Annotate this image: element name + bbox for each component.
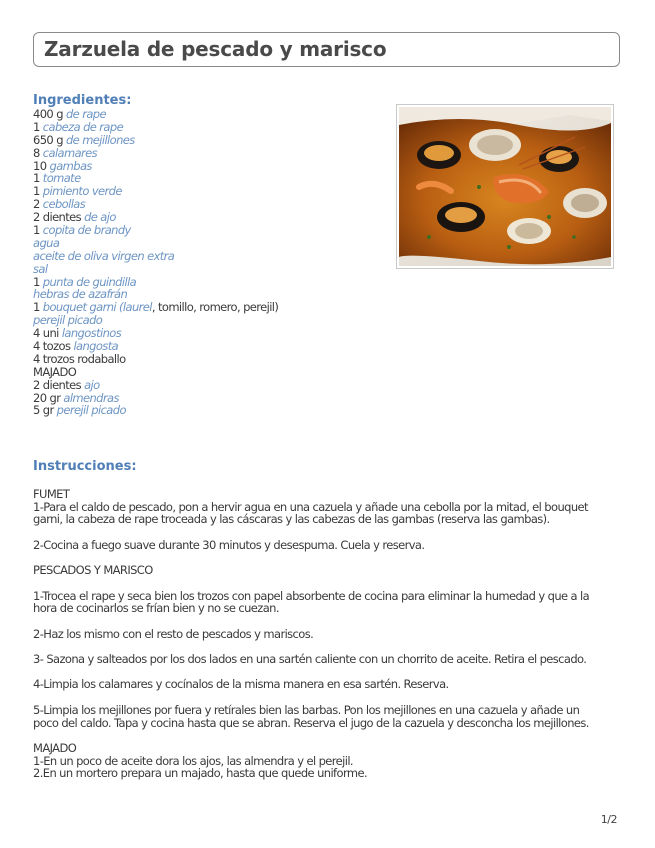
- ingredient-quantity: 4 uni: [33, 326, 62, 341]
- ingredient-link[interactable]: copita de brandy: [42, 223, 131, 238]
- instructions-body: [33, 488, 605, 780]
- ingredient-quantity: 20 gr: [33, 390, 64, 405]
- ingredient-link[interactable]: langostinos: [61, 326, 122, 341]
- ingredient-row: [33, 404, 278, 417]
- ingredient-quantity: 1: [33, 184, 43, 199]
- ingredient-link[interactable]: cabeza de rape: [42, 119, 124, 134]
- ingredient-link[interactable]: langosta: [73, 339, 119, 354]
- ingredient-quantity: 2 dientes: [33, 210, 85, 225]
- instruction-step: 2.En un mortero prepara un majado, hasta que quede uniforme.: [33, 766, 367, 781]
- ingredient-quantity: 1: [33, 223, 43, 238]
- ingredient-quantity: 1: [33, 171, 43, 186]
- ingredient-quantity: 8: [33, 145, 43, 160]
- ingredients-list: [33, 108, 278, 417]
- ingredient-link[interactable]: perejil picado: [56, 403, 126, 418]
- ingredient-link[interactable]: ajo: [84, 377, 100, 392]
- ingredient-link[interactable]: agua: [33, 235, 60, 250]
- ingredient-link[interactable]: tomate: [42, 171, 81, 186]
- ingredient-quantity: 2 dientes: [33, 377, 85, 392]
- instruction-step: 2-Cocina a fuego suave durante 30 minutos y desespuma. Cuela y reserva.: [33, 537, 425, 552]
- pescados-label: PESCADOS Y MARISCO: [33, 563, 153, 578]
- instructions-heading: Instrucciones:: [33, 459, 137, 474]
- ingredient-note: , tomillo, romero, perejil): [151, 300, 279, 315]
- instruction-step: 5-Limpia los mejillones por fuera y retírales bien las barbas. Pon los mejillones en una cazuela y añade un poco del caldo. Tapa y cocina hasta que se abran. Reserva el jugo de la cazuela y desconcha los mejillones.: [33, 702, 589, 730]
- ingredient-quantity: 1: [33, 274, 43, 289]
- instruction-step: 3- Sazona y salteados por los dos lados en una sartén caliente con un chorrito de aceite. Retira el pescado.: [33, 652, 587, 667]
- ingredients-heading: Ingredientes:: [33, 93, 132, 108]
- ingredient-link[interactable]: bouquet garni (laurel: [42, 300, 152, 315]
- recipe-title: Zarzuela de pescado y marisco: [44, 37, 387, 61]
- instruction-step: 2-Haz los mismo con el resto de pescados y mariscos.: [33, 626, 314, 641]
- ingredient-link[interactable]: de rape: [65, 107, 106, 121]
- instruction-step: 1-Para el caldo de pescado, pon a hervir agua en una cazuela y añade una cebolla por la mitad, el bouquet garni, la cabeza de rape troceada y las cáscaras y las cabezas de las gambas (reserva las gambas).: [33, 499, 588, 527]
- ingredient-link[interactable]: sal: [33, 261, 48, 276]
- ingredient-link[interactable]: de mejillones: [65, 132, 135, 147]
- recipe-title-box: [33, 32, 620, 67]
- ingredient-link[interactable]: calamares: [42, 145, 98, 160]
- ingredient-quantity: 1: [33, 119, 43, 134]
- ingredient-link[interactable]: perejil picado: [33, 313, 103, 328]
- ingredient-link[interactable]: almendras: [63, 390, 119, 405]
- zarzuela-dish-image: [399, 107, 611, 266]
- fumet-label: FUMET: [33, 487, 70, 501]
- ingredient-row: [33, 250, 278, 263]
- ingredient-quantity: 10: [33, 158, 50, 173]
- ingredient-quantity: 5 gr: [33, 403, 57, 418]
- ingredient-link[interactable]: hebras de azafrán: [33, 287, 128, 302]
- ingredient-quantity: MAJADO: [33, 364, 77, 379]
- ingredient-link[interactable]: pimiento verde: [42, 184, 122, 199]
- ingredient-link[interactable]: cebollas: [42, 197, 86, 212]
- ingredient-quantity: 400 g: [33, 107, 66, 121]
- ingredient-link[interactable]: de ajo: [84, 210, 116, 225]
- ingredient-link[interactable]: punta de guindilla: [42, 274, 137, 289]
- ingredient-link[interactable]: aceite de oliva virgen extra: [33, 248, 175, 263]
- majado-label: MAJADO: [33, 740, 77, 755]
- page-number: 1/2: [600, 813, 617, 826]
- ingredient-row: [33, 224, 278, 237]
- recipe-photo: [396, 104, 614, 269]
- ingredient-link[interactable]: gambas: [49, 158, 92, 173]
- ingredient-quantity: 1: [33, 300, 43, 315]
- ingredient-quantity: 4 tozos: [33, 339, 74, 354]
- instruction-step: 4-Limpia los calamares y cocínalos de la misma manera en esa sartén. Reserva.: [33, 677, 449, 692]
- ingredient-quantity: 650 g: [33, 132, 66, 147]
- ingredient-quantity: 2: [33, 197, 43, 212]
- ingredient-quantity: 4 trozos rodaballo: [33, 351, 126, 366]
- instruction-step: 1-Trocea el rape y seca bien los trozos con papel absorbente de cocina para eliminar la humedad y que a la hora de cocinarlos se frían bien y no se cuezan.: [33, 588, 590, 616]
- instruction-step: 1-En un poco de aceite dora los ajos, las almendra y el perejil.: [33, 753, 353, 768]
